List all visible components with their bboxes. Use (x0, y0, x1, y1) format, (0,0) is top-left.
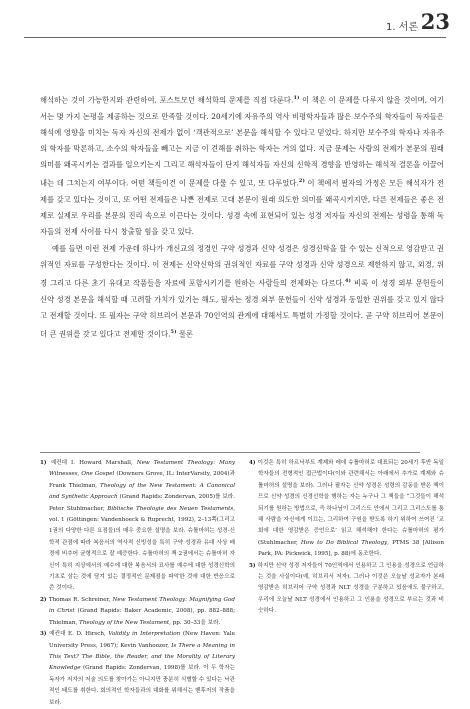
footnote-text: 예컨대 E. D. Hirsch, (49, 631, 109, 638)
footnote-text: (Grand Rapids: Baker Academic, 2008), pp. 882–888; Thielman, (49, 608, 235, 626)
header-rule (24, 37, 446, 38)
footnote-text: (Grand Rapids: Zondervan, 1998)를 보라. 이 두 학자는 독자가 저자의 저술 의도를 찾아가는 아니지만 충분히 식별할 수 있다는 낙관적인 태도를 취한다. 회의적인 학자들과의 대화를 위해서는 벤후저의 작품을 보라. (49, 665, 235, 706)
footnote-text: 하지만 신약 성경 저자들이 70인역에서 인용하고 그 인용을 성경으로 언급하는 것을 사실이다(예, 히브리서 저자). 그러나 이것은 오늘날 성교자가 본래 영감받은 히브리어 구약 성경과 NLT 성경을 구분하고 있음에도 불구하고, 우리에 오늘날 NLT 성경에서 인용하고 그 인용을 성경으로 부르는 것과 비슷하다. (257, 562, 444, 615)
footnote-text: (New Haven: Yale University Press, 1967); Kevin Vanhoozer, (49, 631, 235, 649)
paragraph-text: 이 책에서 필자의 가정은 모든 해석자가 전제를 갖고 있다는 것이고, 또 어떤 전제들은 나쁜 전제로 고대 본문이 원래 의도한 의미를 왜곡시키지만, 다른 전제들은 좋은 전제로 실제로 우리를 본문의 진리 속으로 이끈다는 것이다. 성경 속에 표현되어 있는 성경 저자들 자신의 전제는 성령을 통해 독자들의 전제 사이를 다시 창출할 힘을 갖고 있다. (40, 178, 445, 237)
footnote-number: 5) (249, 562, 258, 569)
footnote (40, 629, 235, 709)
footnotes (40, 458, 444, 709)
footnote-text: , pp. 30–33을 보라. (169, 619, 221, 626)
footnote-title: Theology of the New Testament (79, 619, 170, 626)
page-header (0, 0, 470, 44)
footnote-ref: 2) (298, 178, 305, 185)
footnotes-rule (40, 452, 420, 453)
footnote-title: Biblische Theologie des Neuen Testaments (107, 505, 234, 512)
footnote (40, 458, 235, 595)
footnote-text: (Downers Grove, IL: InterVarsity, 2004)과 Frank Thielman, (49, 471, 235, 489)
paragraph-text: 물론 (176, 329, 194, 339)
footnote-text: 예컨대 I. Howard Marshall, (50, 460, 137, 466)
page-number: 23 (420, 9, 450, 34)
footnote-text: Thomas R. Schreiner, (48, 596, 113, 603)
footnote-number: 2) (40, 596, 49, 603)
footnote-title: Validity in Interpretation (108, 631, 181, 638)
footnotes-left-column (40, 458, 235, 709)
footnote-text: , vol. 1 (Göttingen: Vandenhoeck & Ruprecht, 1992), 2–13쪽(그리고 1권의 다양한 다른 요점들)의 매우 중요한 설명을 보라. 슈툴마허는 성경-신학적 관점에 따라 복음서의 역사적 신빙성을 특히 구약 성경과 유대 사상 배경에 비추어 균형적으로 잘 예증한다. 슈툴마허의 책 2권에서는 슈툴마허 자신이 특히 지상에서의 예수에 대한 복음서의 묘사를 예수에 대한 성경신학의 기초로 삼는 것에 담겨 있는 결정적인 문제점을 파악한 것에 대한 반응으로 쓴 것이다. (49, 505, 235, 592)
paragraph-1 (40, 90, 444, 241)
footnote-number: 4) (249, 460, 258, 466)
footnote-ref: 1) (293, 95, 300, 101)
footnote-title: How to Do Biblical Theology (300, 539, 388, 546)
footnote-text: , PTMS 38 [Allison Park, PA: Pickwick, 1995], p. 88)에 동조한다. (258, 539, 444, 558)
footnote-ref: 5) (170, 329, 177, 336)
main-text (40, 90, 444, 343)
footnote (40, 595, 235, 629)
paragraph-text: 해석하는 것이 가능한지와 관련하여, 포스트모던 해석학의 문제를 직접 다룬다. (40, 95, 294, 105)
footnote-number: 1) (40, 460, 51, 466)
footnote-text: (Grand Rapids: Zondervan, 2005)를 보라. Peter Stuhlmacher, (49, 494, 235, 512)
paragraph-text: 이 책은 이 문제를 다루지 않을 것이며, 여기서는 몇 가지 논평을 제공하는 것으로 만족할 것이다. 20세기에 자유주의 역사 비평학자들과 많은 보수주의 학자들이 독자들은 해석에 영향을 미치는 독자 자신의 전제가 없이 ‘객관적으로’ 본문을 해석할 수 있다고 믿었다. 하지만 보수주의 학자나 자유주의 학자를 막론하고, 소수의 학자들을 빼고는 지금 이 견해를 취하는 학자는 거의 없다. 지금 문제는 사람의 전제가 본문의 원래 의미를 왜곡시키는 결과를 일으키는지 그리고 해석자들이 단지 해석자들 자신의 신학적 경향을 반영하는 해석적 결론을 이끌어 내는 데 그치는지 여부이다. 어떤 책들이건 이 문제를 다룰 수 있고, 또 다루었다. (40, 95, 444, 188)
footnotes-right-column (249, 458, 444, 709)
paragraph-text: 비록 이 성경 외부 문헌들이 신약 성경 본문을 해석할 때 고려할 가치가 있기는 해도, 필자는 정경 외부 문헌들이 신약 성경과 동일한 권위를 갖고 있지 않다고 전제할 것이다. 또 필자는 구약 히브리어 본문과 70인역의 관계에 대해서도 특별히 가정할 것이다. 곧 구약 히브리어 본문이 더 큰 권위를 갖고 있다고 전제할 것이다. (40, 278, 444, 339)
footnote-text: 이것은 특히 하르낙부트 계제와 레데 슈톨마허로 대표되는 20세기 후반 독일 학자들의 전형적인 접근법이다(이와 관련해서는 아래에서 추가로 계제와 슈톨마허의 설명을 보라). 그러나 필자는 신약 성경은 성령의 감동을 받은 책이므로 신약 성경의 신경신학을 행하는 자는 누구나 그 책들을 “그것들이 해석되기를 원하는 방법으로, 즉 하나님이 그리스도 안에서 그리고 그리스도를 통해 사람을 자신에게 이끄는, 그리하여 구원을 받도록 하기 위하여 쓰여진 ‘교회에 대한 영감받은 증언으로’ 읽고 해석해야 한다는 슈톨마허의 평가(Stuhlmacher, (257, 460, 444, 546)
footnote-ref: 4) (344, 278, 352, 285)
footnote-title: New Testament Theology: Many Witnesses, One Gospel (49, 460, 235, 478)
footnote-number: 3) (40, 631, 50, 638)
footnote-title: Is There a Meaning in This Text? The Bible, the Reader, and the Morality of Literary Knowledge (49, 642, 235, 672)
footnote (249, 458, 444, 561)
paragraph-text: 예를 들면 이런 전제 가운데 하나가 개신교의 정경인 구약 성경과 신약 성경은 성경신학을 할 수 있는 신적으로 영감받고 권위적인 자료를 구성한다는 것이다. 이 전제는 신약신학의 권위적인 자료를 구약 성경과 신약 성경으로 제한하지 않고, 외경, 위경 그리고 다른 초기 유대교 작품들을 자료에 포함시키기를 원하는 사람들의 전제와는 다르다. (40, 243, 444, 288)
footnote (249, 561, 444, 618)
paragraph-2 (40, 241, 444, 343)
footnote-title: New Testament Theology: Magnifying God in Christ (49, 596, 235, 615)
running-head: 1. 서론 (385, 22, 418, 33)
footnote-title: Theology of the New Testament: A Canonical and Synthetic Approach (49, 482, 235, 501)
